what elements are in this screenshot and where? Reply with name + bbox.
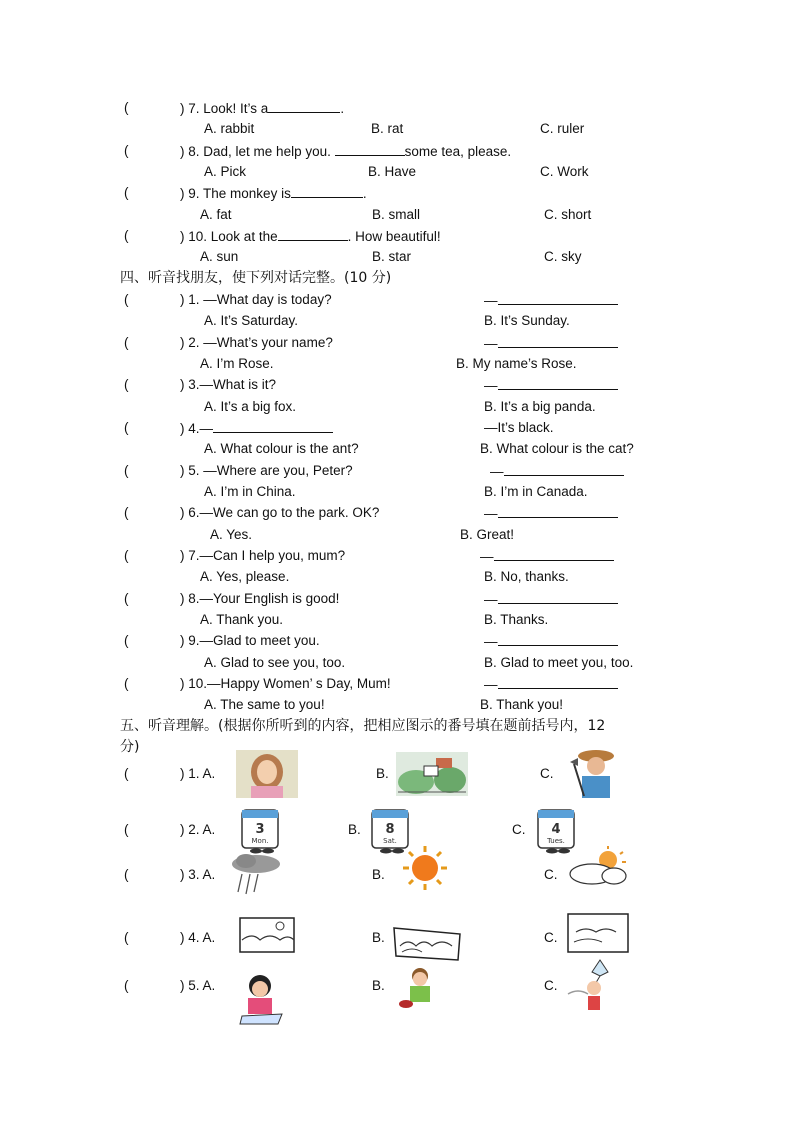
response-line [484,376,618,395]
response-line [484,675,618,694]
option-b-label: B. [372,867,385,882]
answer-blank[interactable] [498,334,618,348]
answer-bracket-close: ) [180,463,185,478]
dialogue-3-question [180,376,276,394]
option-c-label: C. [544,930,558,945]
question-7 [180,99,344,118]
answer-bracket-close: ) [180,633,185,648]
rain-cloud-picture [228,852,284,896]
option-c: C. short [544,207,592,222]
farm-picture [396,752,468,796]
dash: — [480,549,494,564]
option-b: B. Thanks. [484,612,549,627]
option-b-label: B. [348,822,361,837]
answer-bracket-close: ) [180,229,185,244]
response-given: —It’s black. [484,420,554,435]
option-c-label: C. [544,867,558,882]
option-c-label: C. [544,978,558,993]
option-a: A. The same to you! [204,697,325,712]
answer-bracket-close: ) [180,548,185,563]
option-c: C. Work [540,164,589,179]
calendar-mon-picture [236,806,286,854]
option-a: A. I’m Rose. [200,356,274,371]
calendar-day: Tues. [547,837,565,845]
dash: — [490,464,504,479]
answer-bracket-open: ( [124,978,129,993]
option-b: B. Thank you! [480,697,564,712]
question-4-label [180,929,215,947]
question-text-end: . [362,186,367,201]
answer-blank[interactable] [213,419,333,433]
question-10 [180,227,441,246]
answer-bracket-close: ) [180,186,185,201]
answer-bracket-open: ( [124,420,129,435]
question-text: 3.—What is it? [188,377,277,392]
question-text-end: . [340,101,345,116]
answer-bracket-open: ( [124,505,129,520]
question-text: 9.—Glad to meet you. [188,633,320,648]
answer-blank[interactable] [498,675,618,689]
question-text: 6.—We can go to the park. OK? [188,505,380,520]
question-text: 5. —Where are you, Peter? [188,463,353,478]
question-text: 7. Look! It’s a [188,101,269,116]
question-5-label [180,977,215,995]
response-line [484,291,618,310]
calendar-number: 3 [255,822,265,837]
answer-blank[interactable] [494,547,614,561]
snowy-day-picture [238,914,296,956]
option-b: B. rat [371,121,404,136]
response-line [484,632,618,651]
dialogue-9-question [180,632,320,650]
girl-drawing-picture [236,970,290,1026]
answer-bracket-close: ) [180,421,185,436]
answer-blank[interactable] [268,99,340,113]
calendar-day: Sat. [383,837,397,845]
question-text: 3. A. [188,867,216,882]
section-5-heading: 五、听音理解。(根据你所听到的内容，把相应图示的番号填在题前括号内，12 [120,718,606,734]
answer-bracket-open: ( [124,766,129,781]
answer-bracket-close: ) [180,822,185,837]
answer-blank[interactable] [335,142,405,156]
response-line [484,504,618,523]
answer-bracket-open: ( [124,591,129,606]
answer-bracket-close: ) [180,978,185,993]
option-a: A. I’m in China. [204,484,296,499]
question-text: 10.—Happy Women’ s Day, Mum! [188,676,391,691]
option-c: C. ruler [540,121,585,136]
girl-with-kite-picture [564,958,620,1014]
option-b: B. I’m in Canada. [484,484,588,499]
farmer-picture [566,746,622,800]
section-5-heading-cont: 分) [120,739,140,755]
dialogue-10-question [180,675,391,693]
dash: — [484,677,498,692]
dialogue-8-question [180,590,339,608]
option-b: B. My name’s Rose. [456,356,577,371]
boy-picture [394,966,442,1012]
option-a: A. Yes, please. [200,569,290,584]
answer-bracket-close: ) [180,505,185,520]
answer-bracket-open: ( [124,867,129,882]
answer-blank[interactable] [278,227,348,241]
answer-bracket-open: ( [124,185,129,200]
answer-bracket-close: ) [180,292,185,307]
dialogue-7-question [180,547,345,565]
question-text: 2. A. [188,822,216,837]
answer-blank[interactable] [498,590,618,604]
question-text: 8.—Your English is good! [188,591,340,606]
answer-bracket-open: ( [124,548,129,563]
question-text: 8. Dad, let me help you. [188,144,331,159]
dialogue-6-question [180,504,379,522]
dialogue-1-question [180,291,332,309]
option-b: B. star [372,249,412,264]
answer-blank[interactable] [498,291,618,305]
answer-bracket-open: ( [124,100,129,115]
question-text-end: . How beautiful! [347,229,441,244]
question-text: 1. A. [188,766,216,781]
answer-blank[interactable] [504,462,624,476]
response-line [490,462,624,481]
answer-bracket-close: ) [180,930,185,945]
option-a: A. Yes. [210,527,253,542]
question-1-label [180,765,215,783]
option-a: A. It’s a big fox. [204,399,297,414]
answer-bracket-open: ( [124,930,129,945]
cloudy-day-picture [392,926,464,962]
answer-bracket-open: ( [124,676,129,691]
answer-bracket-close: ) [180,101,185,116]
answer-bracket-close: ) [180,377,185,392]
option-b: B. It’s Sunday. [484,313,570,328]
question-text: 4.— [188,421,214,436]
sun-picture [400,844,450,892]
question-text: 1. —What day is today? [188,292,332,307]
dash: — [484,336,498,351]
answer-bracket-open: ( [124,335,129,350]
answer-blank[interactable] [498,632,618,646]
answer-blank[interactable] [291,184,363,198]
question-text: 7.—Can I help you, mum? [188,548,346,563]
option-a: A. What colour is the ant? [204,441,359,456]
option-b: B. What colour is the cat? [480,441,634,456]
option-b: B. Great! [460,527,515,542]
calendar-number: 4 [551,822,561,837]
option-a: A. rabbit [204,121,255,136]
dash: — [484,378,498,393]
question-text: 5. A. [188,978,216,993]
dialogue-2-question [180,334,333,352]
answer-bracket-close: ) [180,867,185,882]
response-line [480,547,614,566]
question-8 [180,142,511,161]
dash: — [484,592,498,607]
option-b: B. small [372,207,421,222]
answer-bracket-open: ( [124,292,129,307]
section-4-heading: 四、听音找朋友，使下列对话完整。(10 分) [120,270,392,286]
option-b-label: B. [376,766,389,781]
dash: — [484,634,498,649]
question-text: 2. —What’s your name? [188,335,333,350]
answer-bracket-open: ( [124,143,129,158]
answer-bracket-open: ( [124,228,129,243]
question-text: 4. A. [188,930,216,945]
calendar-day: Mon. [251,837,269,845]
option-c-label: C. [512,822,526,837]
answer-bracket-open: ( [124,822,129,837]
answer-bracket-open: ( [124,463,129,478]
girl-picture [236,750,298,798]
answer-blank[interactable] [498,376,618,390]
question-2-label [180,821,215,839]
option-b: B. Glad to meet you, too. [484,655,634,670]
option-a: A. Pick [204,164,247,179]
option-b: B. No, thanks. [484,569,569,584]
answer-bracket-close: ) [180,676,185,691]
option-a: A. It’s Saturday. [204,313,299,328]
windy-day-picture [566,910,630,956]
answer-bracket-open: ( [124,633,129,648]
answer-blank[interactable] [498,504,618,518]
option-b-label: B. [372,930,385,945]
calendar-number: 8 [385,822,395,837]
dialogue-4-question [180,419,333,438]
answer-bracket-close: ) [180,591,185,606]
response-line [484,334,618,353]
answer-bracket-close: ) [180,144,185,159]
option-b-label: B. [372,978,385,993]
dash: — [484,293,498,308]
question-text-end: some tea, please. [404,144,512,159]
option-a: A. fat [200,207,232,222]
question-3-label [180,866,215,884]
response-line [484,590,618,609]
option-c: C. sky [544,249,582,264]
option-b: B. Have [368,164,417,179]
option-a: A. Thank you. [200,612,284,627]
option-b: B. It’s a big panda. [484,399,596,414]
option-c-label: C. [540,766,554,781]
question-text: 10. Look at the [188,229,278,244]
question-text: 9. The monkey is [188,186,291,201]
sun-cloud-picture [564,844,630,890]
question-9 [180,184,367,203]
answer-bracket-close: ) [180,335,185,350]
option-a: A. sun [200,249,239,264]
dialogue-5-question [180,462,353,480]
answer-bracket-close: ) [180,766,185,781]
dash: — [484,506,498,521]
answer-bracket-open: ( [124,377,129,392]
option-a: A. Glad to see you, too. [204,655,346,670]
